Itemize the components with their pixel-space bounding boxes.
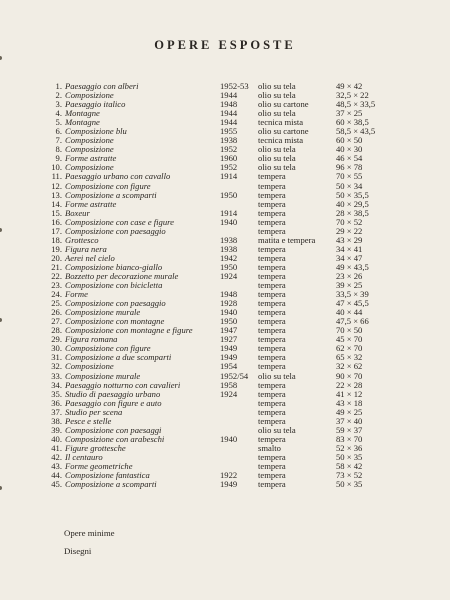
work-number: 30.	[51, 343, 62, 354]
work-number: 26.	[51, 307, 62, 318]
work-technique: olio su tela	[258, 162, 296, 173]
work-technique: tempera	[258, 261, 286, 272]
work-title: Pesce e stelle	[65, 415, 112, 426]
work-year: 1942	[220, 252, 238, 263]
work-dimensions: 62 × 70	[336, 343, 363, 354]
work-technique: tempera	[258, 180, 286, 191]
work-year: 1952/54	[220, 370, 249, 381]
work-technique: tempera	[258, 460, 286, 471]
work-title: Composizione con case e figure	[65, 216, 174, 227]
work-dimensions: 73 × 52	[336, 470, 363, 481]
work-dimensions: 52 × 36	[336, 442, 363, 453]
work-year: 1948	[220, 99, 238, 110]
work-number: 38.	[51, 415, 62, 426]
work-number: 39.	[51, 424, 62, 435]
work-number: 12.	[51, 180, 62, 191]
work-number: 35.	[51, 388, 62, 399]
work-dimensions: 59 × 37	[336, 424, 363, 435]
work-technique: tecnica mista	[258, 135, 304, 146]
work-title: Paesaggio italico	[65, 99, 126, 110]
work-technique: tempera	[258, 280, 286, 291]
work-dimensions: 50 × 34	[336, 180, 363, 191]
work-technique: olio su tela	[258, 108, 296, 119]
work-title: Composizione bianco-giallo	[65, 261, 163, 272]
work-dimensions: 70 × 50	[336, 325, 363, 336]
work-title: Composizione	[65, 361, 114, 372]
work-dimensions: 50 × 35,5	[336, 189, 369, 200]
work-technique: olio su cartone	[258, 99, 309, 110]
work-dimensions: 40 × 30	[336, 144, 363, 155]
work-dimensions: 28 × 38,5	[336, 207, 369, 218]
work-number: 18.	[51, 234, 62, 245]
work-title: Montagne	[65, 117, 100, 128]
work-title: Composizione	[65, 90, 114, 101]
work-year: 1924	[220, 388, 238, 399]
work-number: 23.	[51, 280, 62, 291]
work-dimensions: 58 × 42	[336, 460, 363, 471]
work-year: 1952	[220, 144, 238, 155]
work-title: Composizione con paesaggio	[65, 225, 166, 236]
works-list	[42, 82, 422, 489]
work-dimensions: 37 × 25	[336, 108, 363, 119]
work-title: Composizione con figure	[65, 180, 151, 191]
work-number: 2.	[55, 90, 62, 101]
work-dimensions: 46 × 54	[336, 153, 363, 164]
work-dimensions: 96 × 78	[336, 162, 363, 173]
work-number: 43.	[51, 460, 62, 471]
work-technique: tempera	[258, 388, 286, 399]
work-technique: tempera	[258, 316, 286, 327]
work-year: 1940	[220, 216, 238, 227]
work-dimensions: 49 × 43,5	[336, 261, 369, 272]
work-dimensions: 37 × 40	[336, 415, 363, 426]
work-technique: tempera	[258, 379, 286, 390]
work-year: 1940	[220, 307, 238, 318]
work-technique: tempera	[258, 325, 286, 336]
work-number: 19.	[51, 243, 62, 254]
work-number: 8.	[55, 144, 62, 155]
work-technique: tempera	[258, 225, 286, 236]
page-title: OPERE ESPOSTE	[154, 38, 296, 52]
work-dimensions: 70 × 52	[336, 216, 363, 227]
work-year: 1944	[220, 90, 238, 101]
work-dimensions: 47,5 × 66	[336, 316, 369, 327]
work-dimensions: 39 × 25	[336, 280, 363, 291]
work-title: Composizione con paesaggio	[65, 298, 166, 309]
work-year: 1949	[220, 479, 238, 490]
work-year: 1940	[220, 433, 238, 444]
work-number: 40.	[51, 433, 62, 444]
work-title: Composizione con montagne	[65, 316, 165, 327]
work-year: 1922	[220, 470, 238, 481]
work-dimensions: 60 × 50	[336, 135, 363, 146]
work-technique: tempera	[258, 352, 286, 363]
work-year: 1927	[220, 334, 238, 345]
work-number: 1.	[55, 81, 62, 91]
work-dimensions: 58,5 × 43,5	[336, 126, 376, 137]
work-technique: tempera	[258, 361, 286, 372]
work-number: 37.	[51, 406, 62, 417]
work-dimensions: 23 × 26	[336, 270, 363, 281]
work-dimensions: 50 × 35	[336, 451, 363, 462]
work-technique: tempera	[258, 252, 286, 263]
footer-opere-minime: Opere minime	[64, 528, 115, 538]
work-title: Composizione blu	[65, 126, 127, 137]
work-year: 1947	[220, 325, 238, 336]
work-number: 36.	[51, 397, 62, 408]
work-year: 1944	[220, 117, 238, 128]
work-title: Composizione con paesaggi	[65, 424, 162, 435]
work-technique: tempera	[258, 298, 286, 309]
work-title: Forme	[65, 289, 88, 300]
work-dimensions: 83 × 70	[336, 433, 363, 444]
work-technique: olio su tela	[258, 81, 296, 91]
work-year: 1950	[220, 316, 238, 327]
work-technique: tempera	[258, 289, 286, 300]
work-year: 1950	[220, 261, 238, 272]
work-title: Composizione a due scomparti	[65, 352, 172, 363]
work-title: Composizione murale	[65, 307, 141, 318]
work-technique: tempera	[258, 270, 286, 281]
work-number: 5.	[55, 117, 62, 128]
work-dimensions: 65 × 32	[336, 352, 363, 363]
work-title: Figura nera	[65, 243, 107, 254]
binder-hole-mark	[0, 56, 2, 60]
work-technique: tempera	[258, 415, 286, 426]
work-number: 34.	[51, 379, 62, 390]
work-technique: tempera	[258, 171, 286, 182]
work-number: 32.	[51, 361, 62, 372]
work-technique: tempera	[258, 189, 286, 200]
work-title: Forme astratte	[65, 153, 117, 164]
work-dimensions: 49 × 42	[336, 81, 363, 91]
work-dimensions: 32,5 × 22	[336, 90, 369, 101]
work-title: Grottesco	[65, 234, 99, 245]
work-technique: olio su tela	[258, 424, 296, 435]
binder-hole-mark	[0, 318, 2, 322]
work-number: 7.	[55, 135, 62, 146]
work-technique: tempera	[258, 343, 286, 354]
work-technique: tempera	[258, 397, 286, 408]
work-dimensions: 70 × 55	[336, 171, 363, 182]
work-number: 27.	[51, 316, 62, 327]
work-number: 6.	[55, 126, 62, 137]
work-number: 41.	[51, 442, 62, 453]
work-number: 10.	[51, 162, 62, 173]
work-dimensions: 90 × 70	[336, 370, 363, 381]
work-title: Forme astratte	[65, 198, 117, 209]
work-dimensions: 33,5 × 39	[336, 289, 369, 300]
work-title: Composizione fantastica	[65, 470, 150, 481]
work-year: 1914	[220, 207, 238, 218]
work-technique: tempera	[258, 307, 286, 318]
work-number: 3.	[55, 99, 62, 110]
work-title: Composizione a scomparti	[65, 479, 157, 490]
work-year: 1960	[220, 153, 238, 164]
work-dimensions: 22 × 28	[336, 379, 363, 390]
work-title: Paesaggio con figure e auto	[65, 397, 162, 408]
work-title: Composizione con figure	[65, 343, 151, 354]
work-dimensions: 29 × 22	[336, 225, 363, 236]
work-technique: tempera	[258, 334, 286, 345]
work-year: 1938	[220, 243, 238, 254]
work-number: 24.	[51, 289, 62, 300]
work-number: 21.	[51, 261, 62, 272]
work-title: Composizione con bicicletta	[65, 280, 163, 291]
work-title: Paesaggio con alberi	[65, 81, 139, 91]
work-technique: tempera	[258, 198, 286, 209]
work-title: Composizione con arabeschi	[65, 433, 165, 444]
work-year: 1924	[220, 270, 238, 281]
work-dimensions: 45 × 70	[336, 334, 363, 345]
work-title: Montagne	[65, 108, 100, 119]
work-technique: tempera	[258, 451, 286, 462]
work-title: Composizione	[65, 135, 114, 146]
binder-hole-mark	[0, 228, 2, 232]
work-year: 1928	[220, 298, 238, 309]
work-year: 1914	[220, 171, 238, 182]
work-technique: matita e tempera	[258, 234, 316, 245]
work-year: 1938	[220, 135, 238, 146]
work-title: Studio di paesaggio urbano	[65, 388, 161, 399]
work-title: Composizione murale	[65, 370, 141, 381]
work-technique: tempera	[258, 207, 286, 218]
work-number: 31.	[51, 352, 62, 363]
work-number: 44.	[51, 470, 62, 481]
work-title: Figure grottesche	[65, 442, 126, 453]
work-title: Paesaggio notturno con cavalieri	[65, 379, 181, 390]
work-technique: tempera	[258, 406, 286, 417]
work-technique: tempera	[258, 243, 286, 254]
work-technique: olio su tela	[258, 144, 296, 155]
work-dimensions: 34 × 41	[336, 243, 363, 254]
work-technique: smalto	[258, 442, 281, 453]
work-year: 1948	[220, 289, 238, 300]
work-year: 1949	[220, 343, 238, 354]
work-year: 1958	[220, 379, 238, 390]
work-number: 25.	[51, 298, 62, 309]
work-year: 1952	[220, 162, 238, 173]
work-technique: tempera	[258, 433, 286, 444]
work-title: Forme geometriche	[65, 460, 133, 471]
work-technique: tempera	[258, 216, 286, 227]
work-number: 33.	[51, 370, 62, 381]
work-number: 4.	[55, 108, 62, 119]
work-number: 9.	[55, 153, 62, 164]
work-dimensions: 32 × 62	[336, 361, 363, 372]
work-title: Composizione	[65, 162, 114, 173]
binder-hole-mark	[0, 486, 2, 490]
work-dimensions: 43 × 18	[336, 397, 363, 408]
footer-disegni: Disegni	[64, 546, 92, 556]
work-year: 1938	[220, 234, 238, 245]
work-title: Composizione a scomparti	[65, 189, 157, 200]
work-number: 11.	[51, 171, 62, 182]
work-title: Bozzetto per decorazione murale	[65, 270, 179, 281]
work-title: Il centauro	[65, 451, 103, 462]
work-dimensions: 43 × 29	[336, 234, 363, 245]
work-title: Composizione	[65, 144, 114, 155]
work-number: 42.	[51, 451, 62, 462]
work-technique: tecnica mista	[258, 117, 304, 128]
work-title: Boxeur	[65, 207, 90, 218]
work-year: 1950	[220, 189, 238, 200]
work-number: 17.	[51, 225, 62, 236]
work-number: 22.	[51, 270, 62, 281]
work-number: 14.	[51, 198, 62, 209]
work-number: 29.	[51, 334, 62, 345]
work-dimensions: 47 × 45,5	[336, 298, 369, 309]
work-number: 13.	[51, 189, 62, 200]
work-dimensions: 41 × 12	[336, 388, 363, 399]
work-year: 1944	[220, 108, 238, 119]
work-row	[42, 480, 422, 489]
work-year: 1952-53	[220, 81, 249, 91]
work-dimensions: 60 × 38,5	[336, 117, 369, 128]
work-number: 20.	[51, 252, 62, 263]
work-title: Composizione con montagne e figure	[65, 325, 193, 336]
work-title: Studio per scena	[65, 406, 123, 417]
work-year: 1954	[220, 361, 238, 372]
work-dimensions: 50 × 35	[336, 479, 363, 490]
work-technique: olio su tela	[258, 153, 296, 164]
work-technique: olio su tela	[258, 370, 296, 381]
work-technique: tempera	[258, 479, 286, 490]
work-year: 1955	[220, 126, 238, 137]
work-dimensions: 34 × 47	[336, 252, 363, 263]
work-dimensions: 48,5 × 33,5	[336, 99, 376, 110]
work-technique: olio su cartone	[258, 126, 309, 137]
work-dimensions: 40 × 29,5	[336, 198, 369, 209]
work-dimensions: 40 × 44	[336, 307, 363, 318]
work-number: 45.	[51, 479, 62, 490]
work-year: 1949	[220, 352, 238, 363]
work-technique: olio su tela	[258, 90, 296, 101]
work-title: Figura romana	[65, 334, 118, 345]
work-number: 15.	[51, 207, 62, 218]
work-technique: tempera	[258, 470, 286, 481]
work-title: Paesaggio urbano con cavallo	[65, 171, 171, 182]
work-number: 16.	[51, 216, 62, 227]
work-number: 28.	[51, 325, 62, 336]
work-title: Aerei nel cielo	[65, 252, 115, 263]
work-dimensions: 49 × 25	[336, 406, 363, 417]
